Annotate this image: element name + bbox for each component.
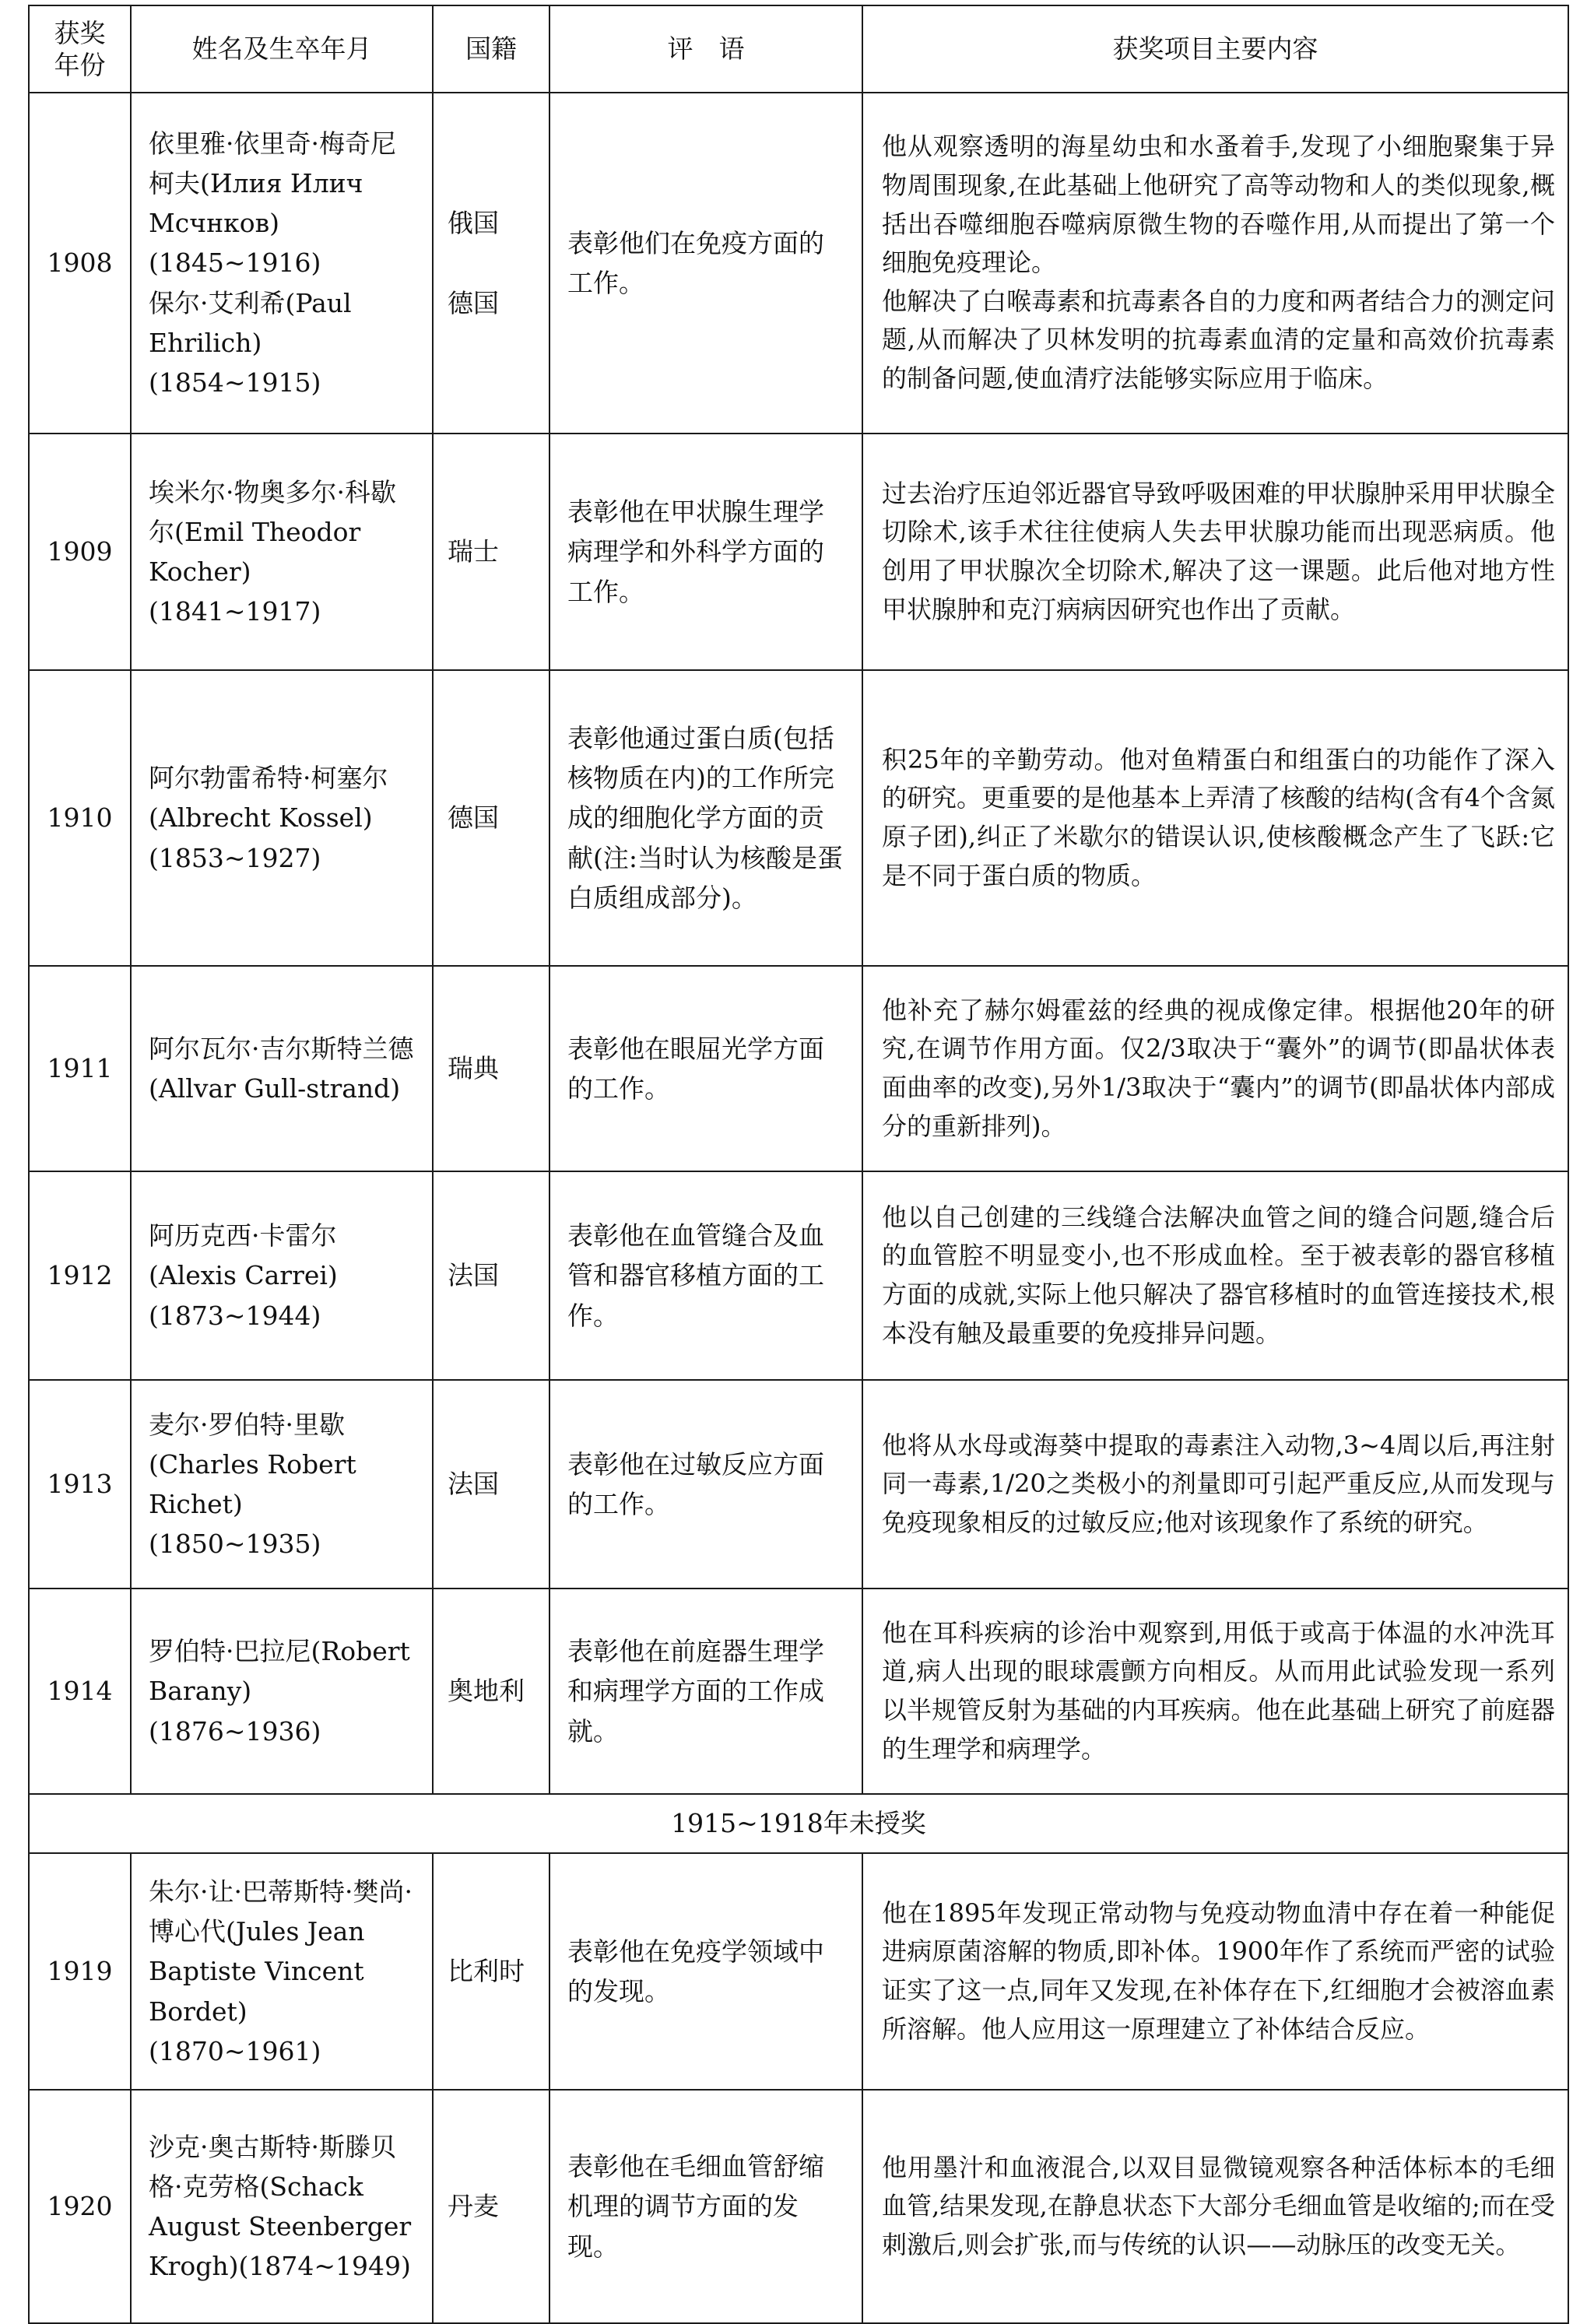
no-award-note: 1915~1918年未授奖 (29, 1794, 1568, 1853)
comment-cell: 表彰他通过蛋白质(包括核物质在内)的工作所完成的细胞化学方面的贡献(注:当时认为核酸是蛋白质组成部分)。 (549, 670, 862, 966)
comment-cell: 表彰他在前庭器生理学和病理学方面的工作成就。 (549, 1589, 862, 1794)
table-row (29, 670, 1568, 966)
content-cell: 他补充了赫尔姆霍兹的经典的视成像定律。根据他20年的研究,在调节作用方面。仅2/3取决于“囊外”的调节(即晶状体表面曲率的改变),另外1/3取决于“囊内”的调节(即晶状体内部成分的重新排列)。 (862, 966, 1568, 1171)
content-cell: 他在耳科疾病的诊治中观察到,用低于或高于体温的水冲洗耳道,病人出现的眼球震颤方向相反。从而用此试验发现一系列以半规管反射为基础的内耳疾病。他在此基础上研究了前庭器的生理学和病理学。 (862, 1589, 1568, 1794)
year-cell: 1913 (29, 1380, 131, 1589)
table-row (29, 2090, 1568, 2323)
nationality-cell: 比利时 (433, 1853, 549, 2090)
name-cell: 沙克·奥古斯特·斯滕贝格·克劳格(Schack August Steenberger Krogh)(1874~1949) (131, 2090, 433, 2323)
year-cell: 1920 (29, 2090, 131, 2323)
table-row (29, 93, 1568, 434)
table-row (29, 1853, 1568, 2090)
header-comment: 评 语 (549, 5, 862, 93)
header-row (29, 5, 1568, 93)
content-cell: 他在1895年发现正常动物与免疫动物血清中存在着一种能促进病原菌溶解的物质,即补体。1900年作了系统而严密的试验证实了这一点,同年又发现,在补体存在下,红细胞才会被溶血素所溶解。他人应用这一原理建立了补体结合反应。 (862, 1853, 1568, 2090)
nationality-cell: 德国 (433, 670, 549, 966)
content-cell: 他以自己创建的三线缝合法解决血管之间的缝合问题,缝合后的血管腔不明显变小,也不形成血栓。至于被表彰的器官移植方面的成就,实际上他只解决了器官移植时的血管连接技术,根本没有触及最重要的免疫排异问题。 (862, 1171, 1568, 1380)
name-cell: 依里雅·依里奇·梅奇尼柯夫(Илия Илич Мсчнков)(1845~1916) 保尔·艾利希(Paul Ehrilich)(1854~1915) (131, 93, 433, 434)
header-year: 获奖 年份 (29, 5, 131, 93)
name-cell: 麦尔·罗伯特·里歇(Charles Robert Richet)(1850~1935) (131, 1380, 433, 1589)
content-cell: 他用墨汁和血液混合,以双目显微镜观察各种活体标本的毛细血管,结果发现,在静息状态下大部分毛细血管是收缩的;而在受刺激后,则会扩张,而与传统的认识——动脉压的改变无关。 (862, 2090, 1568, 2323)
year-cell: 1910 (29, 670, 131, 966)
nationality-cell: 俄国 德国 (433, 93, 549, 434)
nationality-cell: 瑞典 (433, 966, 549, 1171)
comment-cell: 表彰他们在免疫方面的工作。 (549, 93, 862, 434)
year-cell: 1909 (29, 434, 131, 670)
year-cell: 1912 (29, 1171, 131, 1380)
table-row (29, 434, 1568, 670)
header-name: 姓名及生卒年月 (131, 5, 433, 93)
name-cell: 阿尔勃雷希特·柯塞尔(Albrecht Kossel)(1853~1927) (131, 670, 433, 966)
comment-cell: 表彰他在过敏反应方面的工作。 (549, 1380, 862, 1589)
year-cell: 1908 (29, 93, 131, 434)
content-cell: 他从观察透明的海星幼虫和水蚤着手,发现了小细胞聚集于异物周围现象,在此基础上他研究了高等动物和人的类似现象,概括出吞噬细胞吞噬病原微生物的吞噬作用,从而提出了第一个细胞免疫理论。 他解决了白喉毒素和抗毒素各自的力度和两者结合力的测定问题,从而解决了贝林发明的抗毒素血清的定量和高效价抗毒素的制备问题,使血清疗法能够实际应用于临床。 (862, 93, 1568, 434)
name-cell: 阿尔瓦尔·吉尔斯特兰德(Allvar Gull-strand) (131, 966, 433, 1171)
name-cell: 阿历克西·卡雷尔(Alexis Carrei)(1873~1944) (131, 1171, 433, 1380)
nobel-prize-table (28, 5, 1569, 2324)
year-cell: 1914 (29, 1589, 131, 1794)
name-cell: 罗伯特·巴拉尼(Robert Barany)(1876~1936) (131, 1589, 433, 1794)
table-row (29, 1171, 1568, 1380)
name-cell: 朱尔·让·巴蒂斯特·樊尚·博心代(Jules Jean Baptiste Vincent Bordet)(1870~1961) (131, 1853, 433, 2090)
table-row (29, 966, 1568, 1171)
comment-cell: 表彰他在免疫学领域中的发现。 (549, 1853, 862, 2090)
name-cell: 埃米尔·物奥多尔·科歇尔(Emil Theodor Kocher)(1841~1917) (131, 434, 433, 670)
content-cell: 他将从水母或海葵中提取的毒素注入动物,3~4周以后,再注射同一毒素,1/20之类极小的剂量即可引起严重反应,从而发现与免疫现象相反的过敏反应;他对该现象作了系统的研究。 (862, 1380, 1568, 1589)
content-cell: 积25年的辛勤劳动。他对鱼精蛋白和组蛋白的功能作了深入的研究。更重要的是他基本上弄清了核酸的结构(含有4个含氮原子团),纠正了米歇尔的错误认识,使核酸概念产生了飞跃:它是不同于蛋白质的物质。 (862, 670, 1568, 966)
comment-cell: 表彰他在血管缝合及血管和器官移植方面的工作。 (549, 1171, 862, 1380)
content-cell: 过去治疗压迫邻近器官导致呼吸困难的甲状腺肿采用甲状腺全切除术,该手术往往使病人失去甲状腺功能而出现恶病质。他创用了甲状腺次全切除术,解决了这一课题。此后他对地方性甲状腺肿和克汀病病因研究也作出了贡献。 (862, 434, 1568, 670)
nationality-cell: 奥地利 (433, 1589, 549, 1794)
no-award-row (29, 1794, 1568, 1853)
header-nationality: 国籍 (433, 5, 549, 93)
nationality-cell: 法国 (433, 1171, 549, 1380)
year-cell: 1911 (29, 966, 131, 1171)
table-row (29, 1380, 1568, 1589)
comment-cell: 表彰他在毛细血管舒缩机理的调节方面的发现。 (549, 2090, 862, 2323)
table-row (29, 1589, 1568, 1794)
comment-cell: 表彰他在眼屈光学方面的工作。 (549, 966, 862, 1171)
header-content: 获奖项目主要内容 (862, 5, 1568, 93)
year-cell: 1919 (29, 1853, 131, 2090)
nationality-cell: 丹麦 (433, 2090, 549, 2323)
nationality-cell: 法国 (433, 1380, 549, 1589)
comment-cell: 表彰他在甲状腺生理学 病理学和外科学方面的工作。 (549, 434, 862, 670)
nationality-cell: 瑞士 (433, 434, 549, 670)
